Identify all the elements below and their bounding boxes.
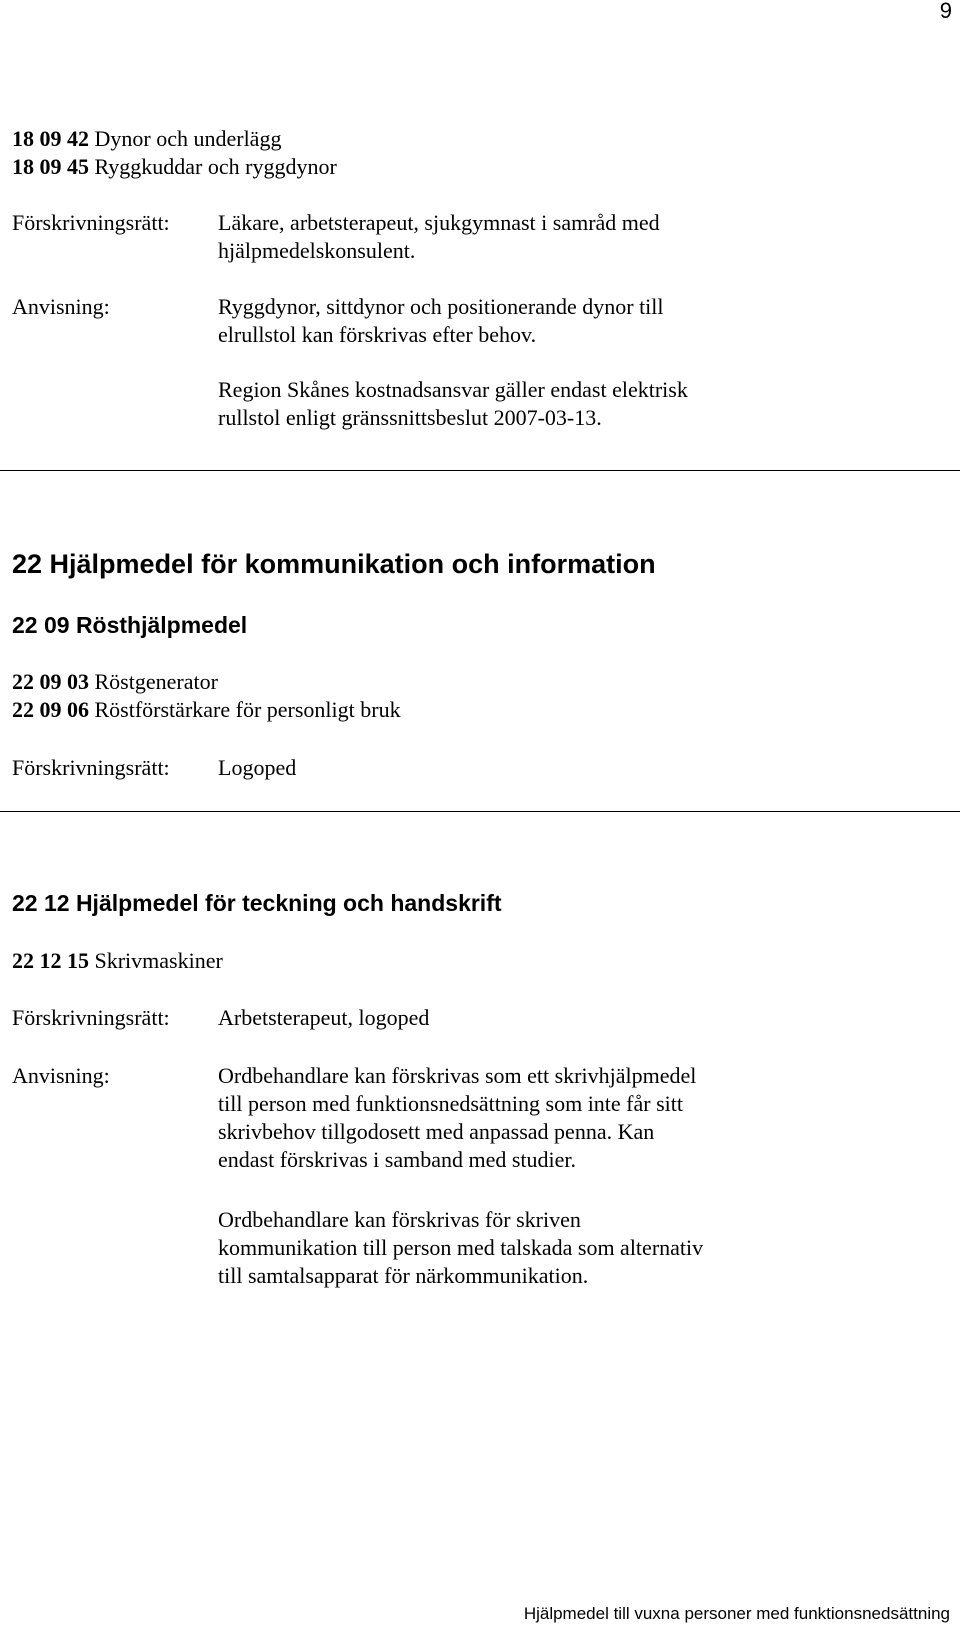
text-line: rullstol enligt gränssnittsbeslut 2007-03-13. — [218, 405, 602, 430]
prescription-rights-value: Logoped — [218, 755, 297, 780]
list-item — [12, 153, 337, 181]
list-item — [12, 947, 223, 975]
prescription-rights-label: Förskrivningsrätt: — [12, 755, 170, 780]
text-line: endast förskrivas i samband med studier. — [218, 1147, 577, 1172]
item-code: 18 09 45 — [12, 154, 89, 179]
section-divider — [0, 811, 960, 812]
text-line: elrullstol kan förskrivas efter behov. — [218, 322, 537, 347]
text-line: kommunikation till person med talskada som alternativ — [218, 1235, 704, 1260]
page-number: 9 — [939, 0, 952, 23]
instruction-paragraph — [218, 376, 688, 432]
list-item — [12, 668, 218, 696]
text-line: hjälpmedelskonsulent. — [218, 238, 416, 263]
item-code: 22 09 03 — [12, 669, 89, 694]
instruction-paragraph — [218, 293, 664, 349]
text-line: Ryggdynor, sittdynor och positionerande dynor till — [218, 294, 664, 319]
text-line: till person med funktionsnedsättning som inte får sitt — [218, 1091, 683, 1116]
list-item — [12, 125, 281, 153]
instruction-label: Anvisning: — [12, 294, 110, 319]
item-name: Röstgenerator — [94, 669, 218, 694]
text-line: Ordbehandlare kan förskrivas som ett skrivhjälpmedel — [218, 1063, 697, 1088]
item-code: 22 09 06 — [12, 697, 89, 722]
item-name: Dynor och underlägg — [94, 126, 282, 151]
text-line: skrivbehov tillgodosett med anpassad penna. Kan — [218, 1119, 655, 1144]
text-line: Ordbehandlare kan förskrivas för skriven — [218, 1207, 581, 1232]
section-heading: 22 Hjälpmedel för kommunikation och information — [12, 549, 656, 579]
instruction-label: Anvisning: — [12, 1063, 110, 1088]
list-item — [12, 696, 401, 724]
item-name: Röstförstärkare för personligt bruk — [94, 697, 401, 722]
instruction-paragraph — [218, 1062, 696, 1174]
page-footer: Hjälpmedel till vuxna personer med funktionsnedsättning — [523, 1604, 950, 1623]
instruction-paragraph — [218, 1206, 703, 1290]
text-line: Läkare, arbetsterapeut, sjukgymnast i samråd med — [218, 210, 660, 235]
subsection-heading: 22 09 Rösthjälpmedel — [12, 612, 248, 638]
prescription-rights-value — [218, 209, 660, 265]
section-divider — [0, 470, 960, 471]
prescription-rights-label: Förskrivningsrätt: — [12, 1005, 170, 1030]
item-code: 22 12 15 — [12, 948, 89, 973]
item-code: 18 09 42 — [12, 126, 89, 151]
prescription-rights-label: Förskrivningsrätt: — [12, 210, 170, 235]
text-line: till samtalsapparat för närkommunikation. — [218, 1263, 589, 1288]
item-name: Skrivmaskiner — [94, 948, 223, 973]
subsection-heading: 22 12 Hjälpmedel för teckning och handskrift — [12, 890, 502, 916]
text-line: Region Skånes kostnadsansvar gäller endast elektrisk — [218, 377, 688, 402]
item-name: Ryggkuddar och ryggdynor — [94, 154, 337, 179]
prescription-rights-value: Arbetsterapeut, logoped — [218, 1005, 430, 1030]
